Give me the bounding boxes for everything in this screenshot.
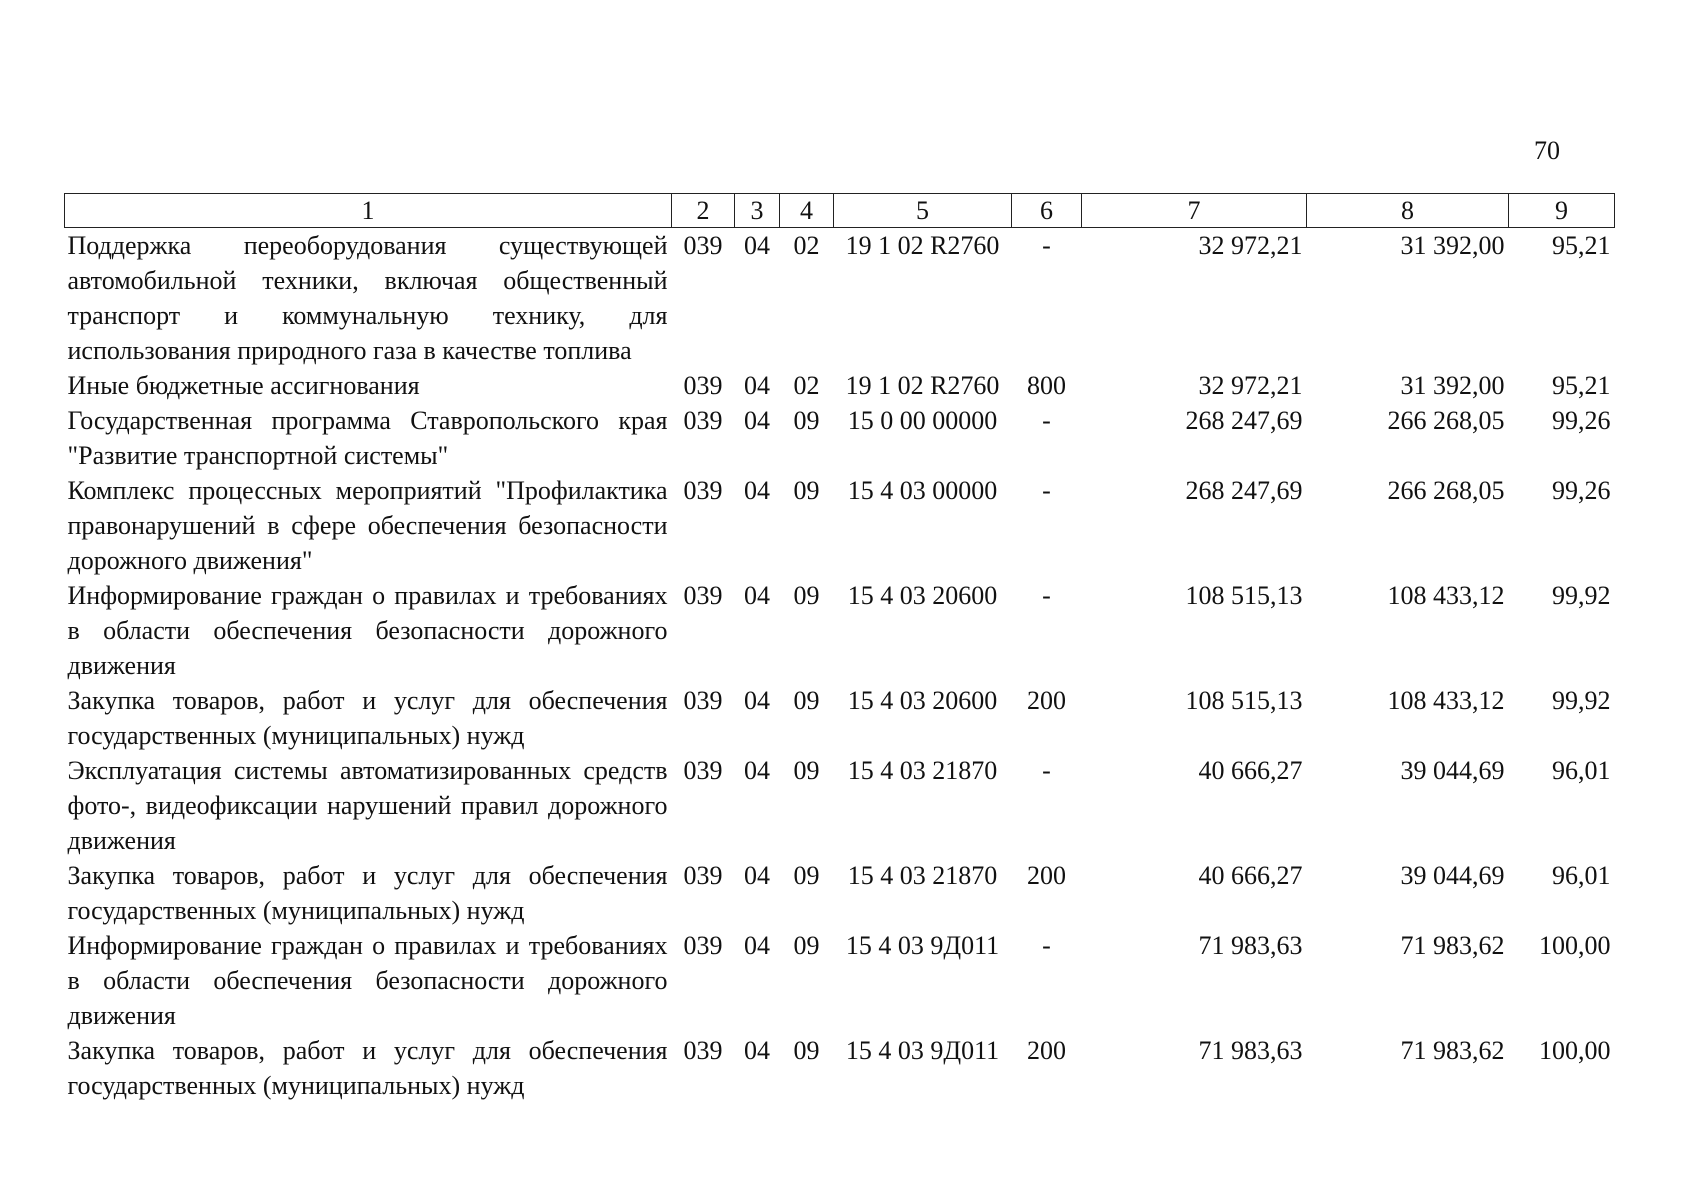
table-row (65, 578, 1615, 683)
cell-col9: 100,00 (1539, 1036, 1611, 1065)
cell-col7: 268 247,69 (1185, 476, 1303, 505)
row-name: Информирование граждан о правилах и требованиях в области обеспечения безопасности дорожного движения (67, 581, 668, 680)
cell-col3: 04 (744, 476, 770, 505)
cell-col8: 71 983,62 (1400, 931, 1505, 960)
cell-col4: 09 (793, 1036, 820, 1065)
cell-col9: 96,01 (1552, 861, 1611, 890)
cell-col6: - (1042, 756, 1051, 785)
cell-col5: 15 4 03 00000 (847, 476, 998, 505)
cell-col4: 02 (793, 231, 820, 260)
column-header-2: 2 (672, 194, 735, 228)
table-row (65, 368, 1615, 403)
cell-col2: 039 (683, 406, 723, 435)
cell-col7: 32 972,21 (1198, 231, 1303, 260)
budget-table (64, 193, 1615, 1103)
cell-col7: 32 972,21 (1198, 371, 1303, 400)
cell-col7: 108 515,13 (1185, 686, 1303, 715)
cell-col3: 04 (744, 406, 770, 435)
cell-col3: 04 (744, 371, 770, 400)
cell-col8: 71 983,62 (1400, 1036, 1505, 1065)
cell-col5: 15 4 03 20600 (847, 581, 998, 610)
cell-col6: 200 (1027, 1036, 1066, 1065)
cell-col6: - (1042, 931, 1051, 960)
cell-col5: 15 4 03 21870 (847, 861, 998, 890)
column-header-6: 6 (1012, 194, 1082, 228)
row-name: Информирование граждан о правилах и требованиях в области обеспечения безопасности дорожного движения (67, 931, 668, 1030)
row-name: Эксплуатация системы автоматизированных средств фото-, видеофиксации нарушений правил дорожного движения (67, 756, 668, 855)
cell-col2: 039 (683, 371, 723, 400)
table-row (65, 1033, 1615, 1103)
table-row (65, 753, 1615, 858)
row-name: Комплекс процессных мероприятий "Профилактика правонарушений в сфере обеспечения безопасности дорожного движения" (67, 476, 668, 575)
row-name: Закупка товаров, работ и услуг для обеспечения государственных (муниципальных) нужд (67, 861, 668, 925)
cell-col8: 31 392,00 (1400, 231, 1505, 260)
column-header-3: 3 (735, 194, 780, 228)
cell-col3: 04 (744, 861, 770, 890)
cell-col9: 95,21 (1552, 231, 1611, 260)
cell-col5: 15 4 03 21870 (847, 756, 998, 785)
table-row (65, 928, 1615, 1033)
cell-col3: 04 (744, 756, 770, 785)
cell-col6: - (1042, 406, 1051, 435)
cell-col7: 108 515,13 (1185, 581, 1303, 610)
column-header-1: 1 (65, 194, 672, 228)
cell-col7: 40 666,27 (1198, 756, 1303, 785)
cell-col9: 99,26 (1552, 476, 1611, 505)
cell-col6: 200 (1027, 686, 1066, 715)
table-body (65, 228, 1615, 1104)
cell-col4: 09 (793, 931, 820, 960)
cell-col6: - (1042, 231, 1051, 260)
cell-col7: 71 983,63 (1198, 931, 1303, 960)
row-name: Государственная программа Ставропольского края "Развитие транспортной системы" (67, 406, 668, 470)
cell-col7: 71 983,63 (1198, 1036, 1303, 1065)
cell-col9: 99,26 (1552, 406, 1611, 435)
cell-col8: 108 433,12 (1387, 581, 1505, 610)
cell-col4: 02 (793, 371, 820, 400)
table-row (65, 403, 1615, 473)
cell-col2: 039 (683, 1036, 723, 1065)
cell-col8: 39 044,69 (1400, 861, 1505, 890)
cell-col8: 266 268,05 (1387, 476, 1505, 505)
cell-col3: 04 (744, 1036, 770, 1065)
cell-col8: 108 433,12 (1387, 686, 1505, 715)
cell-col3: 04 (744, 581, 770, 610)
cell-col2: 039 (683, 756, 723, 785)
cell-col2: 039 (683, 931, 723, 960)
cell-col9: 100,00 (1539, 931, 1611, 960)
cell-col4: 09 (793, 756, 820, 785)
cell-col9: 99,92 (1552, 581, 1611, 610)
cell-col3: 04 (744, 931, 770, 960)
cell-col2: 039 (683, 861, 723, 890)
cell-col7: 268 247,69 (1185, 406, 1303, 435)
cell-col6: - (1042, 476, 1051, 505)
cell-col5: 15 4 03 20600 (847, 686, 998, 715)
table-row (65, 858, 1615, 928)
cell-col4: 09 (793, 406, 820, 435)
column-header-5: 5 (834, 194, 1012, 228)
cell-col5: 19 1 02 R2760 (845, 371, 1000, 400)
cell-col6: 800 (1027, 371, 1066, 400)
column-header-4: 4 (780, 194, 834, 228)
cell-col2: 039 (683, 686, 723, 715)
cell-col9: 99,92 (1552, 686, 1611, 715)
column-header-8: 8 (1307, 194, 1509, 228)
cell-col5: 15 4 03 9Д011 (845, 931, 1000, 960)
cell-col3: 04 (744, 686, 770, 715)
table-row (65, 473, 1615, 578)
column-header-9: 9 (1509, 194, 1615, 228)
cell-col6: 200 (1027, 861, 1066, 890)
cell-col5: 15 4 03 9Д011 (845, 1036, 1000, 1065)
cell-col5: 19 1 02 R2760 (845, 231, 1000, 260)
page-number: 70 (1534, 136, 1560, 165)
cell-col4: 09 (793, 861, 820, 890)
row-name: Поддержка переоборудования существующей автомобильной техники, включая общественный транспорт и коммунальную технику, для использования природного газа в качестве топлива (67, 231, 668, 365)
cell-col2: 039 (683, 581, 723, 610)
cell-col4: 09 (793, 686, 820, 715)
cell-col9: 95,21 (1552, 371, 1611, 400)
table-row (65, 683, 1615, 753)
cell-col6: - (1042, 581, 1051, 610)
cell-col8: 39 044,69 (1400, 756, 1505, 785)
table-header-row (65, 194, 1615, 228)
column-header-7: 7 (1082, 194, 1307, 228)
cell-col8: 31 392,00 (1400, 371, 1505, 400)
cell-col4: 09 (793, 581, 820, 610)
table-row (65, 228, 1615, 369)
cell-col9: 96,01 (1552, 756, 1611, 785)
cell-col4: 09 (793, 476, 820, 505)
cell-col7: 40 666,27 (1198, 861, 1303, 890)
cell-col5: 15 0 00 00000 (847, 406, 998, 435)
cell-col2: 039 (683, 231, 723, 260)
row-name: Иные бюджетные ассигнования (67, 371, 420, 400)
cell-col8: 266 268,05 (1387, 406, 1505, 435)
row-name: Закупка товаров, работ и услуг для обеспечения государственных (муниципальных) нужд (67, 1036, 668, 1100)
cell-col2: 039 (683, 476, 723, 505)
row-name: Закупка товаров, работ и услуг для обеспечения государственных (муниципальных) нужд (67, 686, 668, 750)
cell-col3: 04 (744, 231, 770, 260)
